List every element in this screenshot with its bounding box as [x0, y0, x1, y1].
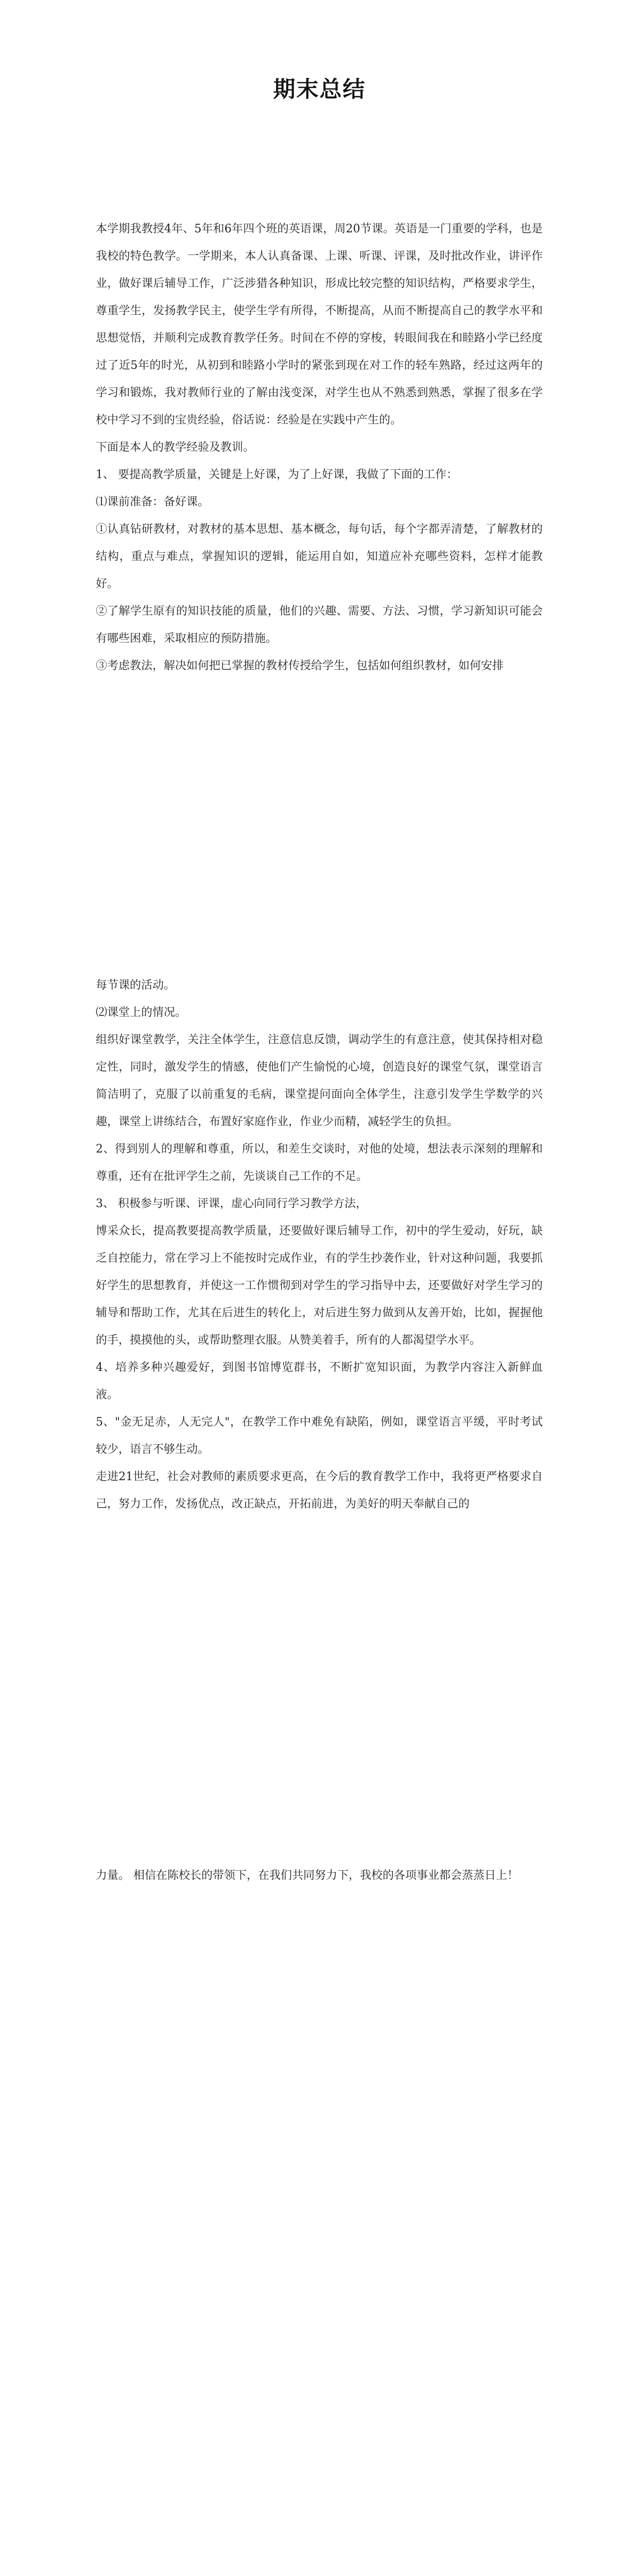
paragraph-future: 走进21世纪，社会对教师的素质要求更高，在今后的教育教学工作中，我将更严格要求自己，努力工作，发扬优点，改正缺点，开拓前进，为美好的明天奉献自己的 — [96, 1470, 543, 1511]
paragraph-prep-3: ③考虑教法，解决如何把已掌握的教材传授给学生，包括如何组织教材，如何安排 — [96, 659, 504, 672]
paragraph-prep-2: ②了解学生原有的知识技能的质量，他们的兴趣、需要、方法、习惯，学习新知识可能会有哪些困难，采取相应的预防措施。 — [96, 605, 543, 645]
paragraph-classroom: 组织好课堂教学，关注全体学生，注意信息反馈，调动学生的有意注意，使其保持相对稳定性，同时，激发学生的情感，使他们产生愉悦的心境，创造良好的课堂气氛，课堂语言简洁明了，克服了以前重复的毛病，课堂提问面向全体学生，注意引发学生学数学的兴趣，课堂上讲练结合，布置好家庭作业，作业少而精，减轻学生的负担。 — [96, 1033, 543, 1128]
paragraph-tutoring: 博采众长，提高教要提高教学质量，还要做好课后辅导工作，初中的学生爱动，好玩，缺乏自控能力，常在学习上不能按时完成作业，有的学生抄袭作业，针对这种问题，我要抓好学生的思想教育，并使这一工作惯彻到对学生的学习指导中去，还要做好对学生学习的辅导和帮助工作，尤其在后进生的转化上，对后进生努力做到从友善开始，比如，握握他的手，摸摸他的头，或帮助整理衣服。从赞美着手，所有的人都渴望学水平。 — [96, 1225, 543, 1347]
paragraph-point-4: 4、培养多种兴趣爱好，到图书馆博览群书，不断扩宽知识面，为教学内容注入新鲜血液。 — [96, 1361, 543, 1401]
paragraph-intro: 本学期我教授4年、5年和6年四个班的英语课，周20节课。英语是一门重要的学科，也是我校的特色教学。一学期来，本人认真备课、上课、听课、评课，及时批改作业，讲评作业，做好课后辅导工作，广泛涉猎各种知识，形成比较完整的知识结构，严格要求学生，尊重学生，发扬教学民主，使学生学有所得，不断提高，从而不断提高自己的教学水平和思想觉悟，并顺利完成教育教学任务。时间在不停的穿梭，转眼间我在和睦路小学已经度过了近5年的时光，从初到和睦路小学时的紧张到现在对工作的轻车熟路，经过这两年的学习和锻炼，我对教师行业的了解由浅变深，对学生也从不熟悉到熟悉，掌握了很多在学校中学习不到的宝贵经验，俗话说：经验是在实践中产生的。 — [96, 223, 543, 427]
text-section-2 — [96, 972, 543, 1518]
paragraph-activities: 每节课的活动。 — [96, 979, 176, 992]
paragraph-point-1: 1、 要提高教学质量，关键是上好课，为了上好课，我做了下面的工作： — [96, 468, 458, 481]
paragraph-classroom-heading: ⑵课堂上的情况。 — [96, 1006, 187, 1019]
paragraph-prep: ⑴课前准备：备好课。 — [96, 496, 210, 509]
paragraph-point-3: 3、 积极参与听课、评课，虚心向同行学习教学方法， — [96, 1197, 367, 1210]
paragraph-prep-1: ①认真钻研教材，对教材的基本思想、基本概念，每句话，每个字都弄清楚，了解教材的结构，重点与难点，掌握知识的逻辑，能运用自如，知道应补充哪些资料，怎样才能教好。 — [96, 523, 543, 590]
text-section-1 — [96, 215, 543, 680]
paragraph-point-5: 5、"金无足赤，人无完人"，在教学工作中难免有缺陷，例如，课堂语言平缓，平时考试较少，语言不够生动。 — [96, 1416, 543, 1456]
paragraph-point-2: 2、得到别人的理解和尊重，所以，和差生交谈时，对他的处境，想法表示深刻的理解和尊重，还有在批评学生之前，先谈谈自己工作的不足。 — [96, 1143, 543, 1183]
paragraph-experience-heading: 下面是本人的教学经验及教训。 — [96, 441, 255, 454]
text-section-3 — [96, 1862, 543, 1889]
document-title: 期末总结 — [273, 77, 366, 103]
paragraph-closing: 力量。 相信在陈校长的带领下，在我们共同努力下，我校的各项事业都会蒸蒸日上！ — [96, 1869, 519, 1882]
